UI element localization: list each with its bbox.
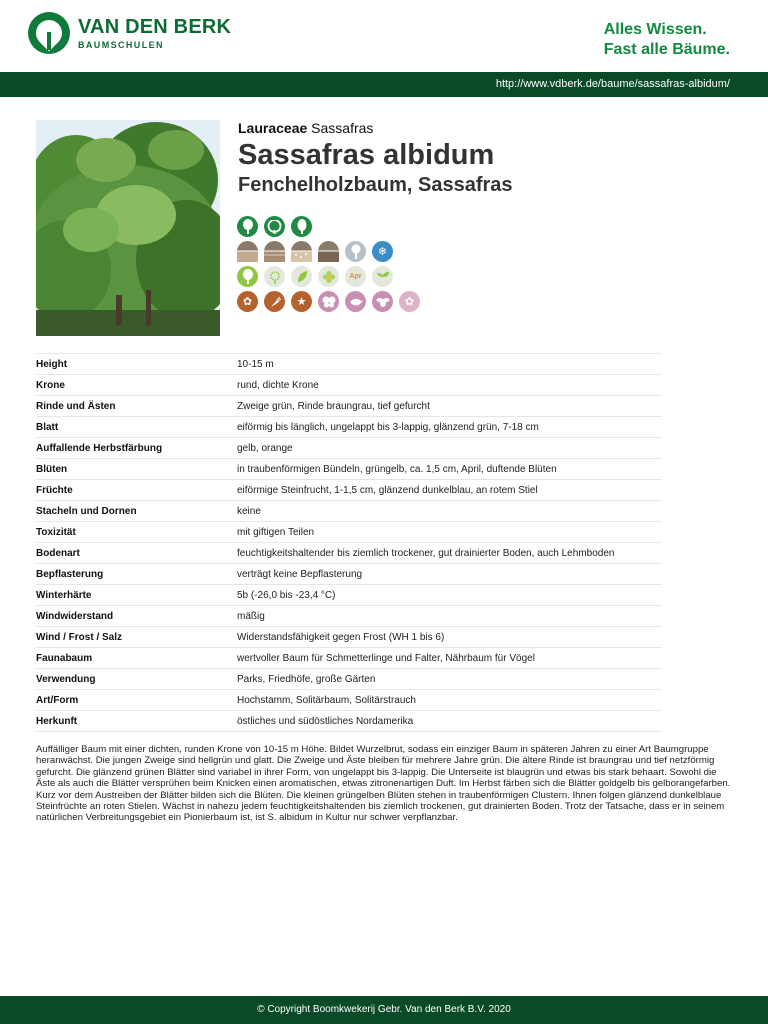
- property-label: Height: [36, 354, 237, 375]
- property-label: Wind / Frost / Salz: [36, 627, 237, 648]
- slogan-line-2: Fast alle Bäume.: [603, 41, 730, 58]
- blossom-icon: ✿: [237, 291, 258, 312]
- table-row: [36, 396, 662, 417]
- sun-tree-icon: [237, 266, 258, 287]
- soil-loam-icon: [264, 241, 285, 262]
- table-row: [36, 417, 662, 438]
- property-label: Winterhärte: [36, 585, 237, 606]
- property-label: Bepflasterung: [36, 564, 237, 585]
- brand-name: VAN DEN BERK: [78, 16, 232, 38]
- property-label: Blüten: [36, 459, 237, 480]
- slogan: [604, 20, 730, 60]
- property-value: gelb, orange: [237, 438, 662, 459]
- property-icons: [237, 216, 420, 316]
- property-label: Früchte: [36, 480, 237, 501]
- brand-logo[interactable]: [28, 12, 231, 54]
- table-row: [36, 543, 662, 564]
- table-row: [36, 585, 662, 606]
- property-value: eiförmig bis länglich, ungelappt bis 3-lappig, glänzend grün, 7-18 cm: [237, 417, 662, 438]
- property-value: eiförmige Steinfrucht, 1-1,5 cm, glänzend dunkelblau, an rotem Stiel: [237, 480, 662, 501]
- property-value: in traubenförmigen Bündeln, grüngelb, ca. 1,5 cm, April, duftende Blüten: [237, 459, 662, 480]
- flower-icon: [318, 266, 339, 287]
- sprout-icon: [372, 266, 393, 287]
- table-row: [36, 375, 662, 396]
- carrot-icon: [264, 291, 285, 312]
- page-url-link[interactable]: http://www.vdberk.de/baume/sassafras-albidum/: [495, 78, 730, 90]
- table-row: [36, 459, 662, 480]
- slogan-line-1: Alles Wissen.: [603, 21, 707, 38]
- oval-crown-icon: [291, 216, 312, 237]
- property-label: Rinde und Ästen: [36, 396, 237, 417]
- property-label: Bodenart: [36, 543, 237, 564]
- scientific-name: Sassafras albidum: [238, 139, 495, 171]
- table-row: [36, 648, 662, 669]
- property-value: keine: [237, 501, 662, 522]
- property-label: Faunabaum: [36, 648, 237, 669]
- table-row: [36, 501, 662, 522]
- property-value: Widerstandsfähigkeit gegen Frost (WH 1 bis 6): [237, 627, 662, 648]
- plant-family-line: [238, 120, 513, 136]
- soil-peat-icon: [318, 241, 339, 262]
- property-label: Verwendung: [36, 669, 237, 690]
- bee-icon: [372, 291, 393, 312]
- property-value: verträgt keine Bepflasterung: [237, 564, 662, 585]
- butterfly-icon: [318, 291, 339, 312]
- plant-genus: Sassafras: [311, 120, 374, 136]
- flower-pink-icon: ✿: [399, 291, 420, 312]
- bird-icon: [345, 291, 366, 312]
- property-value: mäßig: [237, 606, 662, 627]
- table-row: [36, 522, 662, 543]
- property-value: feuchtigkeitshaltender bis ziemlich trockener, gut drainierter Boden, auch Lehmboden: [237, 543, 662, 564]
- properties-table: [36, 353, 662, 732]
- april-label: Apr: [349, 273, 362, 280]
- table-row: [36, 564, 662, 585]
- property-label: Art/Form: [36, 690, 237, 711]
- table-row: [36, 606, 662, 627]
- april-icon: [345, 266, 366, 287]
- table-row: [36, 669, 662, 690]
- property-label: Krone: [36, 375, 237, 396]
- table-row: [36, 354, 662, 375]
- tree-logo-icon: [28, 12, 70, 54]
- round-crown-icon: [264, 216, 285, 237]
- soil-clay-icon: [237, 241, 258, 262]
- brand-subtitle: BAUMSCHULEN: [78, 40, 164, 50]
- leaf-icon: [291, 266, 312, 287]
- property-label: Auffallende Herbstfärbung: [36, 438, 237, 459]
- soil-sand-icon: [291, 241, 312, 262]
- property-label: Toxizität: [36, 522, 237, 543]
- property-value: Parks, Friedhöfe, große Gärten: [237, 669, 662, 690]
- snowflake-icon: ❄: [372, 241, 393, 262]
- description-text: Auffälliger Baum mit einer dichten, runden Krone von 10-15 m Höhe. Bildet Wurzelbrut, sodass ein einziger Baum in späteren Jahren zu einer Art Baumgruppe heranwächst. Die jungen Zweige sind hellgrün und glatt. Die Zweige und Äste bleiben für mehrere Jahre grün. Die ältere Rinde ist braungrau und tief netzförmig gefurcht. Die glänzend grünen Blätter sind variabel in ihrer Form, von ungelappt bis 3-lappig. Die Unterseite ist blaugrün und etwas bis stark behaart. Sowohl die Äste als auch die Blätter versprühen beim Knicken einen aromatischen, etwas zitronenartigen Duft. Im Herbst färben sich die Blätter goldgelb bis gelborangefarben. Kurz vor dem Austreiben der Blätter bilden sich die Blüten. Die kleinen grüngelben Blüten stehen in traubenförmigen Clustern. Ihnen folgen glänzend dunkelblaue Steinfrüchte an roten Stielen. Wächst in nahezu jedem feuchtigkeitshaltenden bis ziemlich trockenen, gut drainierten Boden. Trotz der Tatsache, dass er in seinem natürlichen Verbreitungsgebiet ein Pionierbaum ist, ist S. albidum in Kultur nur schwer verpflanzbar.: [36, 744, 731, 824]
- property-value: Hochstamm, Solitärbaum, Solitärstrauch: [237, 690, 662, 711]
- common-name: Fenchelholzbaum, Sassafras: [238, 174, 513, 196]
- property-value: 10-15 m: [237, 354, 662, 375]
- property-value: wertvoller Baum für Schmetterlinge und Falter, Nährbaum für Vögel: [237, 648, 662, 669]
- property-label: Blatt: [36, 417, 237, 438]
- star-icon: ★: [291, 291, 312, 312]
- lamp-icon: [345, 241, 366, 262]
- plant-family: Lauraceae: [238, 120, 308, 136]
- plant-header: [238, 120, 513, 197]
- property-label: Windwiderstand: [36, 606, 237, 627]
- table-row: [36, 711, 662, 732]
- property-value: 5b (-26,0 bis -23,4 °C): [237, 585, 662, 606]
- tree-shape-icon: [237, 216, 258, 237]
- tree-photo: [36, 120, 220, 336]
- table-row: [36, 690, 662, 711]
- property-value: mit giftigen Teilen: [237, 522, 662, 543]
- property-value: östliches und südöstliches Nordamerika: [237, 711, 662, 732]
- property-label: Stacheln und Dornen: [36, 501, 237, 522]
- property-label: Herkunft: [36, 711, 237, 732]
- table-row: [36, 438, 662, 459]
- dandelion-icon: [264, 266, 285, 287]
- footer: [0, 996, 768, 1024]
- property-value: rund, dichte Krone: [237, 375, 662, 396]
- table-row: [36, 480, 662, 501]
- property-value: Zweige grün, Rinde braungrau, tief gefurcht: [237, 396, 662, 417]
- copyright-text: © Copyright Boomkwekerij Gebr. Van den Berk B.V. 2020: [257, 1004, 511, 1015]
- table-row: [36, 627, 662, 648]
- url-bar: [0, 72, 768, 97]
